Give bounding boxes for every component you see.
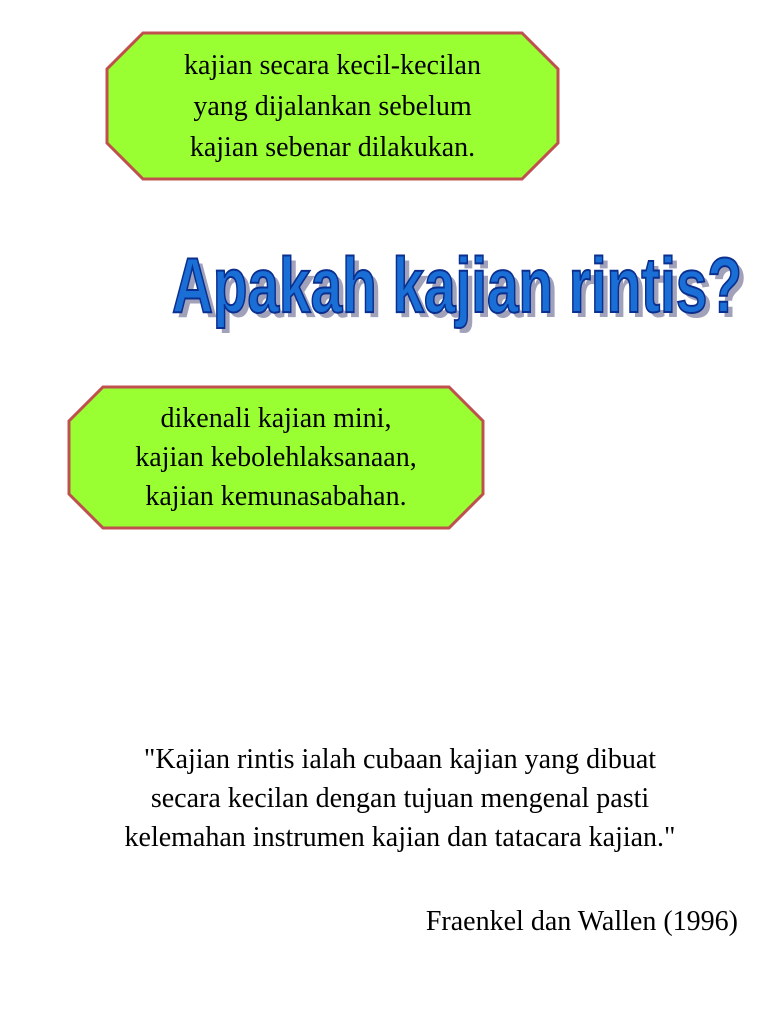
quote-line-3: kelemahan instrumen kajian dan tatacara kajian." [124,822,676,853]
definition-box-text [105,31,560,181]
quote-block [40,740,760,857]
alias-line-3: kajian kemunasabahan. [145,481,407,512]
alias-line-1: dikenali kajian mini, [160,403,392,434]
headline-wordart [168,228,758,348]
headline-shadow: Apakah kajian rintis? [177,246,747,334]
alias-line-2: kajian kebolehlaksanaan, [135,442,417,473]
quote-attribution: Fraenkel dan Wallen (1996) [425,906,738,937]
headline [168,228,758,348]
definition-line-3: kajian sebenar dilakukan. [189,131,476,163]
definition-box [105,31,560,181]
definition-line-1: kajian secara kecil-kecilan [184,49,481,81]
alias-box [67,385,485,530]
headline-text: Apakah kajian rintis? [172,241,742,329]
quote-line-2: secara kecilan dengan tujuan mengenal pasti [150,783,650,814]
definition-line-2: yang dijalankan sebelum [193,90,472,122]
alias-box-text [67,385,485,530]
quote-line-1: "Kajian rintis ialah cubaan kajian yang dibuat [143,744,657,775]
